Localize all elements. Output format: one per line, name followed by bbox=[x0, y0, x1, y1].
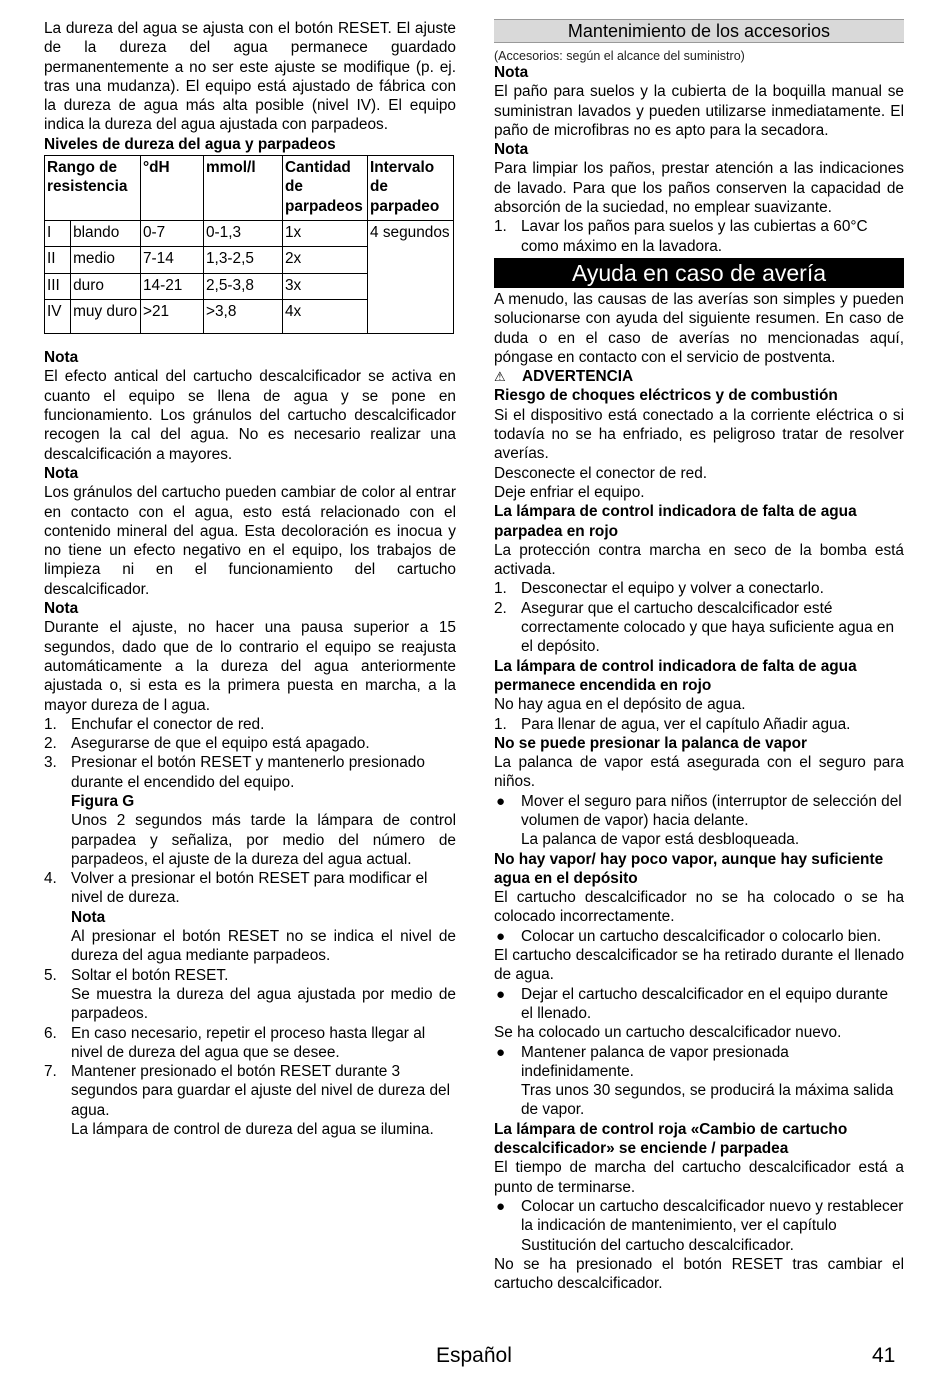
page-footer bbox=[0, 1346, 950, 1374]
note-text: El efecto antical del cartucho descalcificador se activa en cuanto el equipo se llena de agua y se pone en funcionamiento. Los gránulos del cartucho descalcificador recogen la cal del agua. No es necesario realizar una descalcificación a mayores. bbox=[44, 368, 456, 463]
fault-remedies bbox=[494, 927, 904, 946]
bullet-icon: ● bbox=[496, 792, 506, 810]
cell-count: 4x bbox=[283, 299, 368, 333]
step-item bbox=[44, 734, 456, 753]
figure-label: Figura G bbox=[71, 792, 135, 810]
fault-cause: El tiempo de marcha del cartucho descalcificador está a punto de terminarse. bbox=[494, 1159, 904, 1196]
step-item bbox=[494, 579, 904, 598]
step-number: 6. bbox=[44, 1024, 57, 1042]
step-number: 2. bbox=[494, 599, 507, 617]
note-text: Durante el ajuste, no hacer una pausa superior a 15 segundos, dado que de lo contrario el equipo se reajusta automáticamente a la dureza del agua anteriormente ajustada o, si esta es la primera puesta en marcha, a la mayor dureza de l agua. bbox=[44, 619, 456, 714]
table-title: Niveles de dureza del agua y parpadeos bbox=[44, 135, 336, 153]
section-heading-accessories: Mantenimiento de los accesorios bbox=[494, 19, 904, 43]
bullet-item bbox=[494, 927, 904, 946]
step-subtext: Al presionar el botón RESET no se indica el nivel de dureza del agua mediante parpadeos. bbox=[71, 928, 456, 965]
step-number: 2. bbox=[44, 735, 57, 753]
step-item bbox=[44, 753, 456, 869]
step-item bbox=[44, 715, 456, 734]
warning-triangle-icon: ⚠ bbox=[494, 369, 506, 385]
bullet-text: Mover el seguro para niños (interruptor de selección del volumen de vapor) hacia delante. bbox=[521, 792, 902, 829]
warning-heading: Riesgo de choques eléctricos y de combustión bbox=[494, 387, 838, 405]
step-subtext: Se muestra la dureza del agua ajustada por medio de parpadeos. bbox=[71, 985, 456, 1023]
step-text: Mantener presionado el botón RESET durante 3 segundos para guardar el ajuste del nivel de dureza del agua. bbox=[71, 1063, 451, 1119]
step-item bbox=[44, 966, 456, 1024]
step-item bbox=[494, 217, 904, 256]
note-label: Nota bbox=[494, 141, 529, 159]
step-text: En caso necesario, repetir el proceso hasta llegar al nivel de dureza del agua que se desee. bbox=[71, 1024, 426, 1061]
warning-label bbox=[494, 367, 904, 386]
cell-count: 3x bbox=[283, 273, 368, 299]
step-item bbox=[44, 1024, 456, 1063]
step-number: 5. bbox=[44, 966, 57, 984]
step-number: 1. bbox=[44, 715, 57, 733]
table-header-row bbox=[45, 156, 454, 221]
fault-cause: La protección contra marcha en seco de la bomba está activada. bbox=[494, 541, 904, 579]
cell-label: muy duro bbox=[71, 299, 141, 333]
cell-dh: 0-7 bbox=[141, 220, 204, 246]
note-label: Nota bbox=[494, 64, 529, 81]
fault-heading: La lámpara de control indicadora de falta de agua permanece encendida en rojo bbox=[494, 657, 857, 694]
bullet-item bbox=[494, 985, 904, 1024]
fault-remedies bbox=[494, 792, 904, 850]
cell-mmol: 0-1,3 bbox=[204, 220, 283, 246]
fault-cause: No hay agua en el depósito de agua. bbox=[494, 696, 746, 714]
cell-label: blando bbox=[71, 220, 141, 246]
fault-heading: No se puede presionar la palanca de vapor bbox=[494, 734, 808, 752]
table-row bbox=[45, 220, 454, 246]
step-item bbox=[494, 715, 904, 734]
cell-label: medio bbox=[71, 247, 141, 273]
fault-remedies bbox=[494, 1043, 904, 1120]
step-text: Para llenar de agua, ver el capítulo Añadir agua. bbox=[521, 715, 851, 733]
note-label: Nota bbox=[71, 908, 106, 926]
cell-interval: 4 segundos bbox=[368, 220, 454, 333]
step-text: Asegurarse de que el equipo está apagado. bbox=[71, 735, 370, 753]
header-interval: Intervalo de parpadeo bbox=[368, 156, 454, 221]
warning-text: ADVERTENCIA bbox=[522, 368, 634, 386]
note-label: Nota bbox=[44, 464, 79, 482]
fault-steps bbox=[494, 579, 904, 656]
bullet-text: Dejar el cartucho descalcificador en el equipo durante el llenado. bbox=[521, 985, 889, 1022]
bullet-subtext: Tras unos 30 segundos, se producirá la máxima salida de vapor. bbox=[521, 1082, 894, 1119]
step-text: Soltar el botón RESET. bbox=[71, 966, 229, 984]
step-number: 1. bbox=[494, 715, 507, 733]
fault-cause: El cartucho descalcificador se ha retirado durante el llenado de agua. bbox=[494, 947, 904, 984]
cell-level: IV bbox=[45, 299, 71, 333]
step-text: Volver a presionar el botón RESET para modificar el nivel de dureza. bbox=[71, 870, 428, 907]
note-text: Para limpiar los paños, prestar atención a las indicaciones de lavado. Para que los paños conserven la capacidad de absorción de la suciedad, no emplear suavizante. bbox=[494, 160, 904, 217]
intro-paragraph: La dureza del agua se ajusta con el botón RESET. El ajuste de la dureza del agua permanece guardado permanentemente a no ser este ajuste se modifique (p. ej. tras una mudanza). El equipo está ajustado de fábrica con la dureza de agua más alta posible (nivel IV). El equipo indica la dureza del agua ajustada con parpadeos. bbox=[44, 20, 456, 134]
note-text: El paño para suelos y la cubierta de la boquilla manual se suministran lavados y pueden utilizarse inmediatamente. El paño de microfibras no es apto para la secadora. bbox=[494, 83, 904, 139]
cell-count: 1x bbox=[283, 220, 368, 246]
step-number: 1. bbox=[494, 218, 507, 236]
bullet-subtext: La palanca de vapor está desbloqueada. bbox=[521, 831, 800, 849]
step-number: 3. bbox=[44, 754, 57, 772]
header-dh: °dH bbox=[141, 156, 204, 221]
cell-mmol: >3,8 bbox=[204, 299, 283, 333]
warning-step: Desconecte el conector de red. bbox=[494, 464, 708, 482]
fault-steps bbox=[494, 715, 904, 734]
cell-dh: 14-21 bbox=[141, 273, 204, 299]
section-heading-troubleshooting: Ayuda en caso de avería bbox=[494, 258, 904, 288]
fault-cause: La palanca de vapor está asegurada con el seguro para niños. bbox=[494, 754, 904, 791]
bullet-item bbox=[494, 1197, 904, 1255]
help-intro: A menudo, las causas de las averías son simples y pueden solucionarse con ayuda del siguiente resumen. En caso de duda o en el caso de averías no mencionadas aquí, póngase en contacto con el servicio de postventa. bbox=[494, 290, 904, 366]
header-mmol: mmol/l bbox=[204, 156, 283, 221]
bullet-item bbox=[494, 792, 904, 850]
fault-cause: Se ha colocado un cartucho descalcificador nuevo. bbox=[494, 1024, 842, 1042]
step-text: Asegurar que el cartucho descalcificador esté correctamente colocado y que haya suficiente agua en el depósito. bbox=[521, 599, 895, 656]
cell-level: III bbox=[45, 273, 71, 299]
note-label: Nota bbox=[44, 600, 79, 618]
cell-count: 2x bbox=[283, 247, 368, 273]
step-item bbox=[494, 599, 904, 657]
right-column bbox=[494, 19, 904, 1293]
step-item bbox=[44, 1062, 456, 1139]
step-subtext: Unos 2 segundos más tarde la lámpara de control parpadea y señaliza, por medio del número de parpadeos, el ajuste de la dureza del agua actual. bbox=[71, 812, 456, 868]
page-number: 41 bbox=[872, 1344, 896, 1367]
step-text: Enchufar el conector de red. bbox=[71, 715, 265, 733]
fault-cause: No se ha presionado el botón RESET tras cambiar el cartucho descalcificador. bbox=[494, 1255, 904, 1293]
bullet-item bbox=[494, 1043, 904, 1120]
cell-dh: 7-14 bbox=[141, 247, 204, 273]
note-text: Los gránulos del cartucho pueden cambiar de color al entrar en contacto con el agua, esto está relacionado con el contenido mineral del agua. Esta decoloración es inocua y no tiene un efecto negativo en el equipo, los trabajos de limpieza ni en el funcionamiento del cartucho descalcificador. bbox=[44, 484, 456, 598]
hardness-table bbox=[44, 155, 454, 334]
warning-text: Si el dispositivo está conectado a la corriente eléctrica o si todavía no se ha enfriado, es peligroso tratar de resolver averías. bbox=[494, 406, 904, 463]
cell-label: duro bbox=[71, 273, 141, 299]
cell-level: I bbox=[45, 220, 71, 246]
bullet-icon: ● bbox=[496, 1043, 506, 1061]
cell-level: II bbox=[45, 247, 71, 273]
step-text: Presionar el botón RESET y mantenerlo presionado durante el encendido del equipo. bbox=[71, 754, 425, 791]
step-number: 4. bbox=[44, 870, 57, 888]
footer-language: Español bbox=[436, 1344, 512, 1367]
step-number: 1. bbox=[494, 580, 507, 598]
warning-step: Deje enfriar el equipo. bbox=[494, 483, 645, 501]
fault-heading: La lámpara de control indicadora de falta de agua parpadea en rojo bbox=[494, 503, 857, 540]
cell-mmol: 1,3-2,5 bbox=[204, 247, 283, 273]
fault-heading: No hay vapor/ hay poco vapor, aunque hay suficiente agua en el depósito bbox=[494, 850, 884, 887]
bullet-text: Mantener palanca de vapor presionada indefinidamente. bbox=[521, 1043, 789, 1080]
note-label: Nota bbox=[44, 349, 79, 367]
cell-dh: >21 bbox=[141, 299, 204, 333]
reset-steps bbox=[44, 715, 456, 1140]
fault-remedies bbox=[494, 1197, 904, 1255]
step-text: Desconectar el equipo y volver a conectarlo. bbox=[521, 580, 824, 598]
bullet-icon: ● bbox=[496, 927, 506, 945]
step-item bbox=[44, 869, 456, 965]
fault-cause: El cartucho descalcificador no se ha colocado o se ha colocado incorrectamente. bbox=[494, 889, 904, 926]
bullet-text: Colocar un cartucho descalcificador o colocarlo bien. bbox=[521, 927, 882, 945]
header-count: Cantidad de parpadeos bbox=[283, 156, 368, 221]
step-number: 7. bbox=[44, 1063, 57, 1081]
left-column bbox=[44, 19, 456, 1139]
bullet-icon: ● bbox=[496, 985, 506, 1003]
step-subtext: La lámpara de control de dureza del agua se ilumina. bbox=[71, 1121, 434, 1139]
cell-mmol: 2,5-3,8 bbox=[204, 273, 283, 299]
accessories-note: (Accesorios: según el alcance del suministro) bbox=[494, 49, 745, 63]
bullet-text: Colocar un cartucho descalcificador nuevo y restablecer la indicación de mantenimiento, ver el capítulo Sustitución del cartucho descalcificador. bbox=[521, 1197, 904, 1254]
wash-steps bbox=[494, 217, 904, 256]
step-text: Lavar los paños para suelos y las cubiertas a 60°C como máximo en la lavadora. bbox=[521, 218, 868, 255]
bullet-icon: ● bbox=[496, 1197, 506, 1215]
fault-heading: La lámpara de control roja «Cambio de cartucho descalcificador» se enciende / parpadea bbox=[494, 1120, 848, 1158]
fault-remedies bbox=[494, 985, 904, 1024]
header-range: Rango de resistencia bbox=[45, 156, 141, 221]
